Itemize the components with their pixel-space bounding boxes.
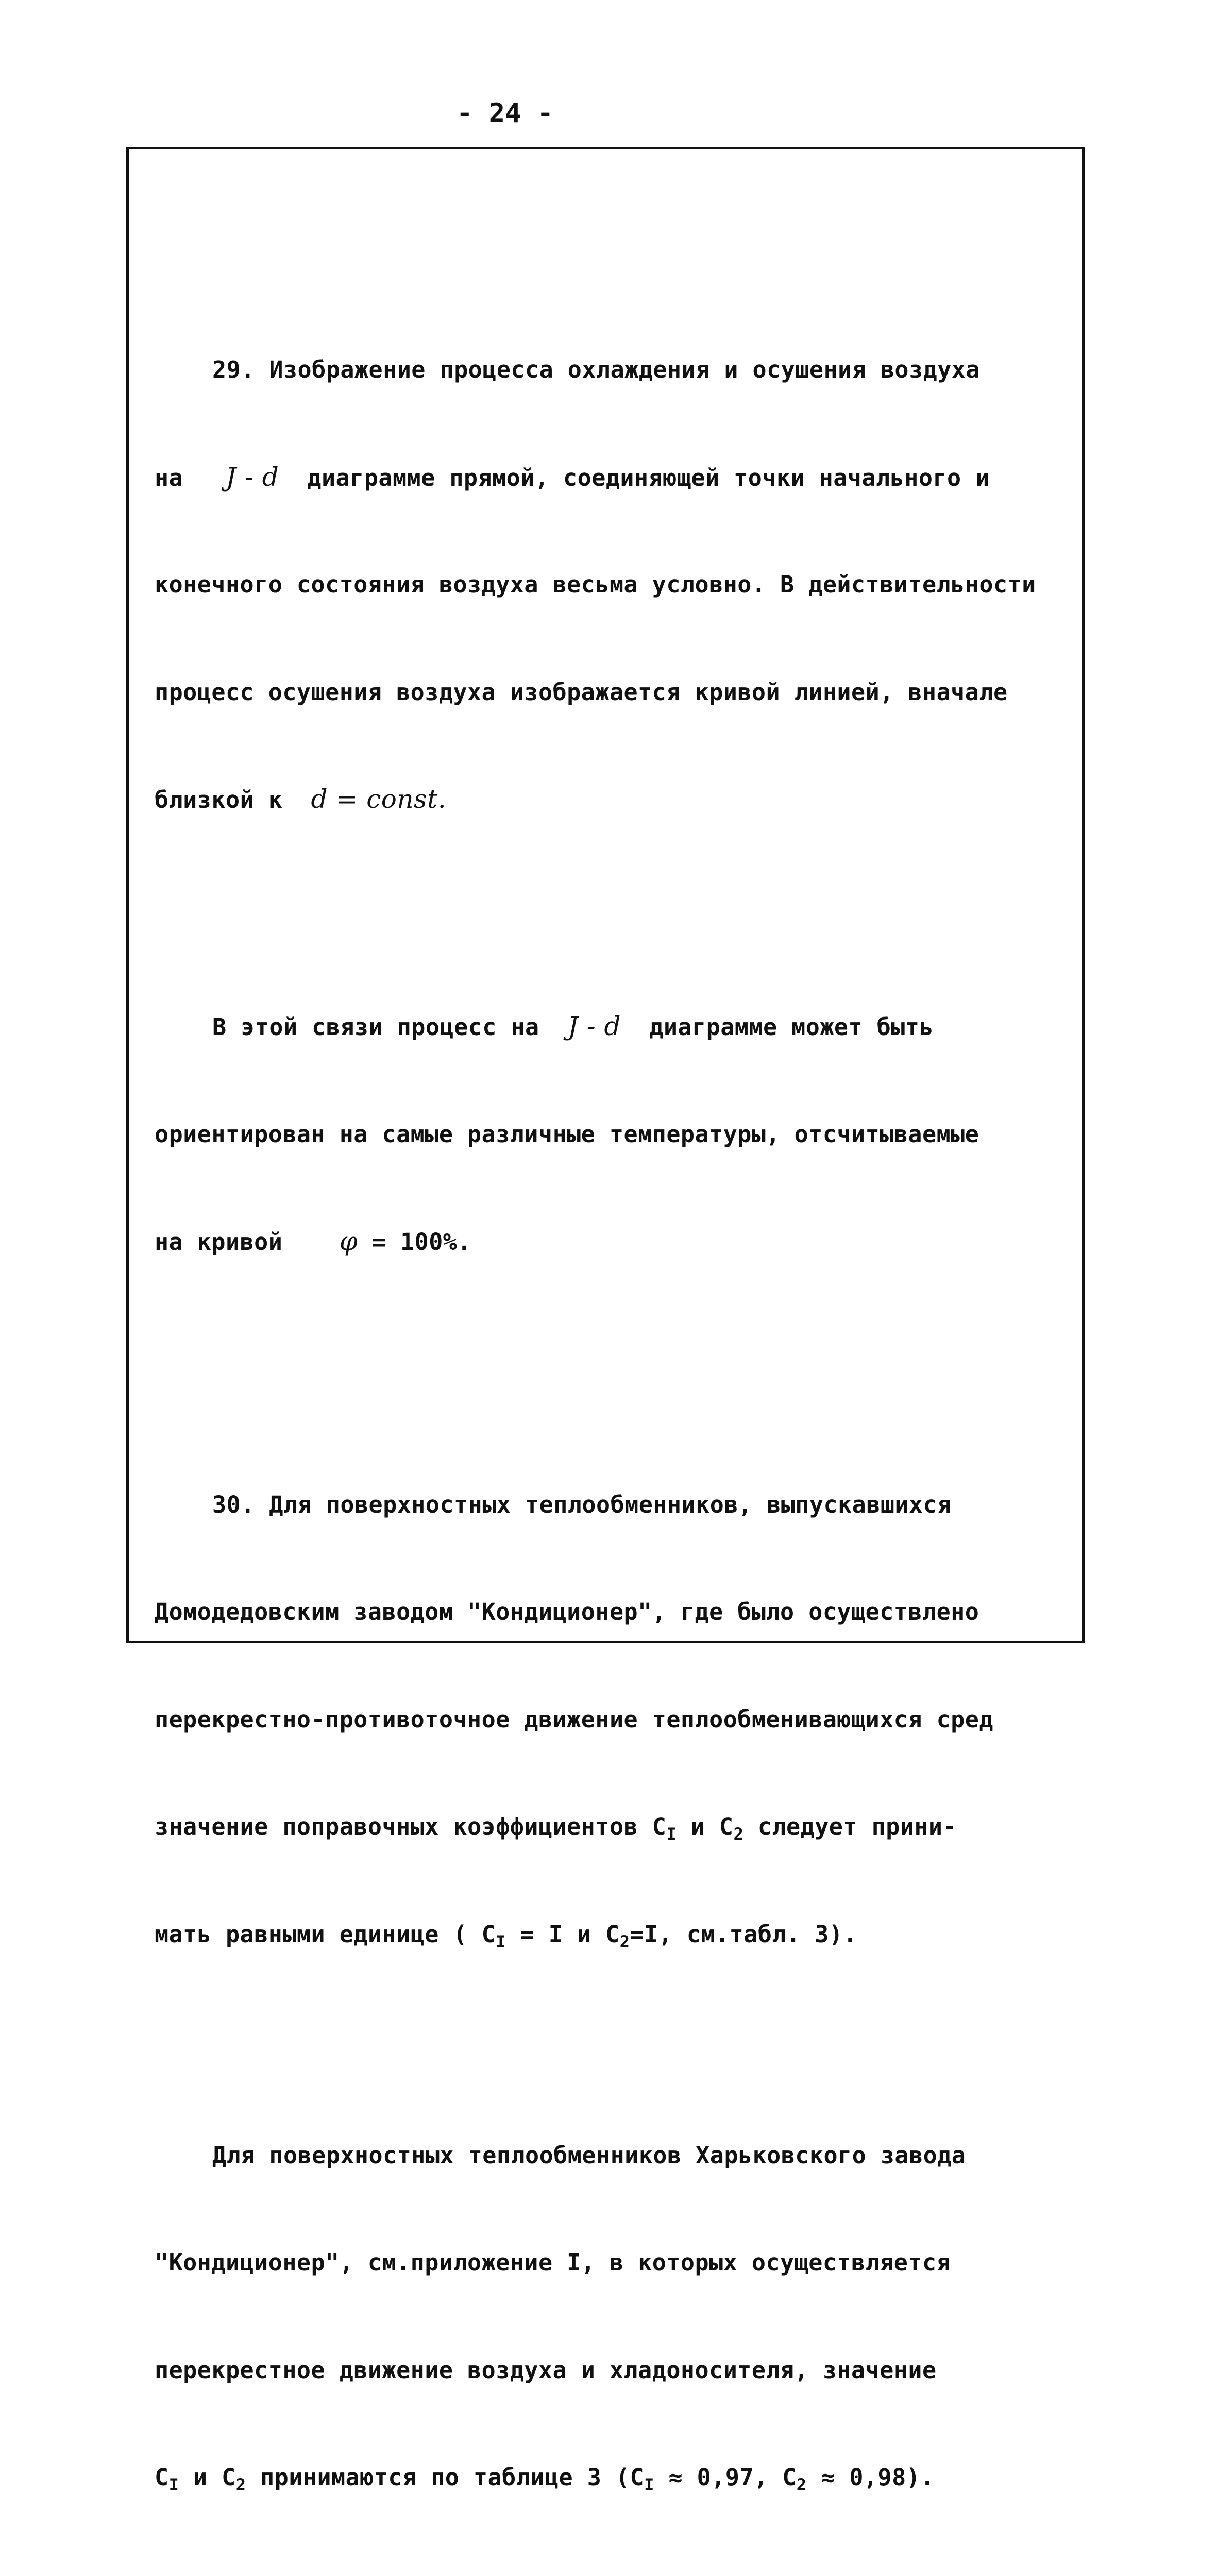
p30-line-2: Домодедовским заводом "Кондиционер", где было осуществлено [155, 1598, 979, 1625]
j-d-diagram-symbol: J - d [225, 462, 279, 492]
p30-line-1: 30. Для поверхностных теплообменников, выпускавшихся [212, 1490, 952, 1518]
p29-line-5: близкой к d = const. [155, 784, 447, 814]
body-text [155, 209, 1092, 2576]
page-number: - 24 - [457, 98, 553, 129]
p29-line-2: на J - d диаграмме прямой, соединяющей точки начального и [155, 462, 990, 492]
p29b-line-1: В этой связи процесс на J - d диаграмме может быть [212, 1011, 934, 1041]
p30-line-4: значение поправочных коэффициентов $C_I$ и $C_2$ следует прини- [155, 1813, 957, 1844]
p29b-line-3: на кривой φ = 100%. [155, 1226, 471, 1256]
p29-line-4: процесс осушения воздуха изображается кривой линией, вначале [155, 678, 1008, 706]
p29-line-3: конечного состояния воздуха весьма условно. В действительности [155, 571, 1036, 598]
p29b-line-2: ориентирован на самые различные температуры, отсчитываемые [155, 1120, 979, 1148]
d-const-formula: d = const. [311, 784, 447, 814]
p30b-line-2: "Кондиционер", см.приложение I, в которых осуществляется [155, 2249, 951, 2276]
p30-line-5: мать равными единице ( $C_I = I$ и $C_2=I$, см.табл. 3). [155, 1920, 857, 1952]
phi-symbol: φ [339, 1226, 358, 1256]
p30-line-3: перекрестно-противоточное движение теплообменивающихся сред [155, 1705, 993, 1733]
p29-line-1: 29. Изображение процесса охлаждения и осушения воздуха [212, 356, 980, 383]
p30b-line-1: Для поверхностных теплообменников Харьковского завода [212, 2141, 966, 2169]
p30b-line-4: $C_I$ и $C_2$ принимаются по таблице 3 ($C_I \approx 0,97$, $C_2 \approx 0,98$). [155, 2464, 935, 2495]
p30b-line-3: перекрестное движение воздуха и хладоносителя, значение [155, 2356, 937, 2384]
